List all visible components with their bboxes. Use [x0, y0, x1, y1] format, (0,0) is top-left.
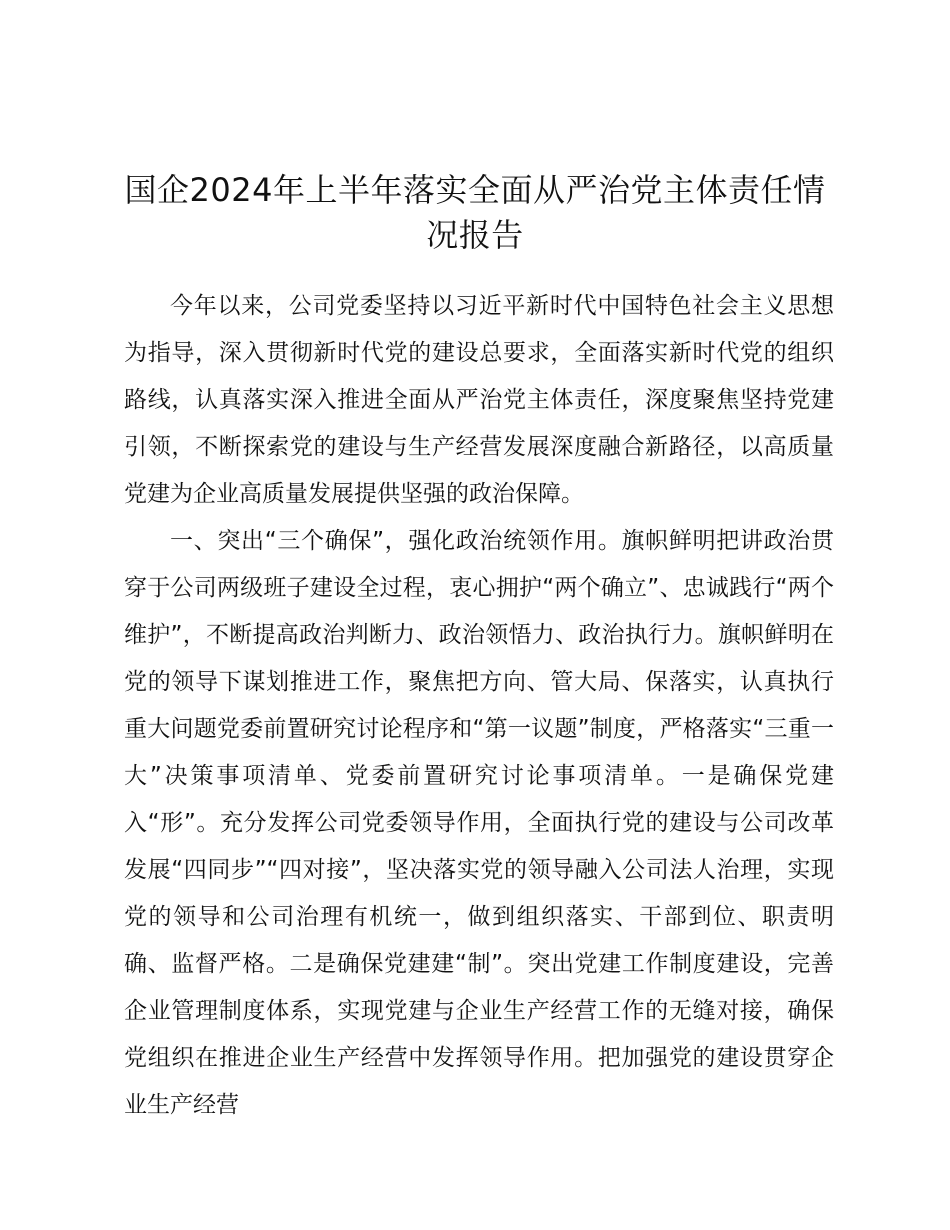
intro-paragraph: 今年以来，公司党委坚持以习近平新时代中国特色社会主义思想为指导，深入贯彻新时代党的建设总要求，全面落实新时代党的组织路线，认真落实深入推进全面从严治党主体责任，深度聚焦坚持党建引领，不断探索党的建设与生产经营发展深度融合新路径，以高质量党建为企业高质量发展提供坚强的政治保障。 — [124, 293, 834, 507]
section-one-paragraph: 一、突出“三个确保”，强化政治统领作用。旗帜鲜明把讲政治贯穿于公司两级班子建设全过程，衷心拥护“两个确立”、忠诚践行“两个维护”，不断提高政治判断力、政治领悟力、政治执行力。旗帜鲜明在党的领导下谋划推进工作，聚焦把方向、管大局、保落实，认真执行重大问题党委前置研究讨论程序和“第一议题”制度，严格落实“三重一大”决策事项清单、党委前置研究讨论事项清单。一是确保党建入“形”。充分发挥公司党委领导作用，全面执行党的建设与公司改革发展“四同步”“四对接”，坚决落实党的领导融入公司法人治理，实现党的领导和公司治理有机统一，做到组织落实、干部到位、职责明确、监督严格。二是确保党建建“制”。突出党建工作制度建设，完善企业管理制度体系，实现党建与企业生产经营工作的无缝对接，确保党组织在推进企业生产经营中发挥领导作用。把加强党的建设贯穿企业生产经营 — [124, 528, 834, 1118]
document-body — [124, 283, 834, 1129]
document-title: 国企2024年上半年落实全面从严治党主体责任情况报告 — [124, 171, 826, 254]
